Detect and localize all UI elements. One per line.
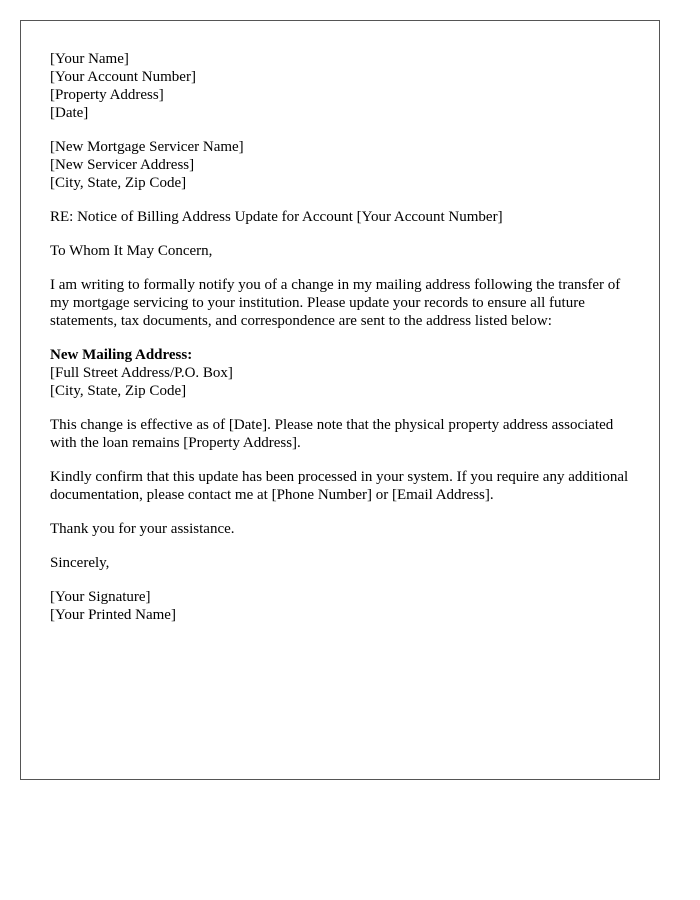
effective-date-paragraph: [50, 416, 640, 452]
thanks-text: Thank you for your assistance.: [50, 521, 235, 537]
letter-body: [50, 50, 640, 640]
new-address-block: [50, 346, 640, 400]
recipient-address: [New Servicer Address]: [50, 157, 195, 173]
sender-property-address: [Property Address]: [50, 87, 164, 103]
intro-paragraph: [50, 276, 640, 330]
sender-date: [Date]: [50, 105, 89, 121]
salutation-text: To Whom It May Concern,: [50, 243, 213, 259]
subject-line: [50, 208, 640, 226]
confirmation-paragraph-text: Kindly confirm that this update has been processed in your system. If you require any additional documentation, please contact me at [Phone Number] or [Email Address].: [50, 469, 629, 503]
thanks-line: [50, 520, 640, 538]
effective-date-paragraph-text: This change is effective as of [Date]. Please note that the physical property address associated with the loan remains [Property Address].: [50, 417, 614, 451]
signature-block: [50, 588, 640, 624]
sender-name: [Your Name]: [50, 51, 129, 67]
letter-page: [20, 20, 660, 780]
printed-name: [Your Printed Name]: [50, 607, 176, 623]
new-address-heading: New Mailing Address:: [50, 347, 193, 363]
intro-paragraph-text: I am writing to formally notify you of a change in my mailing address following the transfer of my mortgage servicing to your institution. Please update your records to ensure all future statements, tax documents, and correspondence are sent to the address listed below:: [50, 277, 621, 329]
salutation: [50, 242, 640, 260]
closing-text: Sincerely,: [50, 555, 110, 571]
subject-text: RE: Notice of Billing Address Update for Account [Your Account Number]: [50, 209, 503, 225]
new-address-street: [Full Street Address/P.O. Box]: [50, 365, 233, 381]
recipient-city-state-zip: [City, State, Zip Code]: [50, 175, 187, 191]
sender-block: [50, 50, 640, 122]
closing-line: [50, 554, 640, 572]
signature-placeholder: [Your Signature]: [50, 589, 151, 605]
sender-account-number: [Your Account Number]: [50, 69, 196, 85]
recipient-name: [New Mortgage Servicer Name]: [50, 139, 244, 155]
recipient-block: [50, 138, 640, 192]
confirmation-paragraph: [50, 468, 640, 504]
new-address-city-state-zip: [City, State, Zip Code]: [50, 383, 187, 399]
